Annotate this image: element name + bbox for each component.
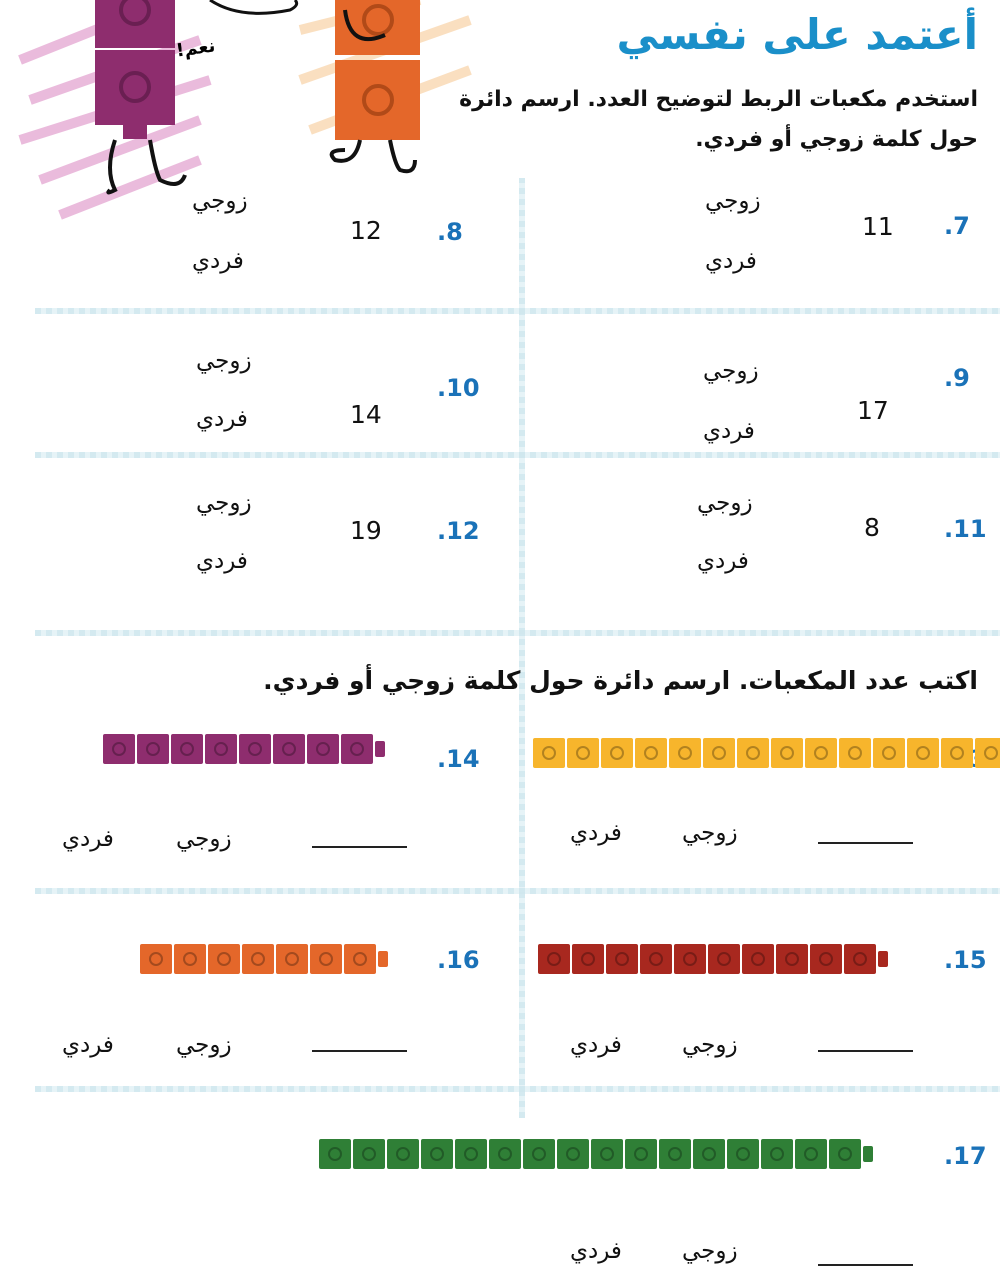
- cube-dot: [746, 746, 760, 760]
- cube-dot: [146, 742, 160, 756]
- cube-dot: [319, 952, 333, 966]
- row-divider: [35, 308, 1000, 314]
- cube-dot: [950, 746, 964, 760]
- connecting-cube: [533, 738, 565, 768]
- connecting-cube: [844, 944, 876, 974]
- option-odd[interactable]: فردي: [703, 418, 755, 444]
- option-odd[interactable]: فردي: [570, 820, 622, 846]
- answer-line[interactable]: [312, 846, 407, 848]
- connecting-cube: [205, 734, 237, 764]
- connecting-cube: [737, 738, 769, 768]
- cube-train: [140, 944, 388, 974]
- cube-dot: [180, 742, 194, 756]
- option-odd[interactable]: فردي: [570, 1032, 622, 1058]
- option-odd[interactable]: فردي: [705, 248, 757, 274]
- connecting-cube: [795, 1139, 827, 1169]
- option-even[interactable]: زوجي: [682, 1032, 738, 1058]
- option-odd[interactable]: فردي: [62, 826, 114, 852]
- cube-dot: [683, 952, 697, 966]
- cube-dot: [285, 952, 299, 966]
- cube-connector: [378, 951, 388, 967]
- cube-dot: [649, 952, 663, 966]
- cube-dot: [532, 1147, 546, 1161]
- cube-connector: [863, 1146, 873, 1162]
- cube-dot: [736, 1147, 750, 1161]
- cube-dot: [600, 1147, 614, 1161]
- connecting-cube: [239, 734, 271, 764]
- option-odd[interactable]: فردي: [697, 548, 749, 574]
- cube-dot: [838, 1147, 852, 1161]
- cube-dot: [751, 952, 765, 966]
- connecting-cube: [572, 944, 604, 974]
- connecting-cube: [319, 1139, 351, 1169]
- cube-connector: [878, 951, 888, 967]
- cube-dot: [547, 952, 561, 966]
- connecting-cube: [140, 944, 172, 974]
- connecting-cube: [387, 1139, 419, 1169]
- question-number: .12: [437, 517, 480, 545]
- connecting-cube: [873, 738, 905, 768]
- connecting-cube: [103, 734, 135, 764]
- cube-train: [103, 734, 385, 764]
- question-number: .14: [437, 745, 480, 773]
- cube-dot: [350, 742, 364, 756]
- cube-dot: [819, 952, 833, 966]
- connecting-cube: [557, 1139, 589, 1169]
- cube-dot: [984, 746, 998, 760]
- connecting-cube: [174, 944, 206, 974]
- connecting-cube: [455, 1139, 487, 1169]
- cube-dot: [848, 746, 862, 760]
- page-title: أعتمد على نفسي: [616, 10, 978, 59]
- cube-dot: [464, 1147, 478, 1161]
- question-number: .7: [944, 212, 970, 240]
- connecting-cube: [727, 1139, 759, 1169]
- cube-dot: [328, 1147, 342, 1161]
- connecting-cube: [353, 1139, 385, 1169]
- connecting-cube: [341, 734, 373, 764]
- cube-dot: [353, 952, 367, 966]
- cube-dot: [282, 742, 296, 756]
- row-divider: [35, 1086, 1000, 1092]
- connecting-cube: [659, 1139, 691, 1169]
- option-even[interactable]: زوجي: [176, 1032, 232, 1058]
- question-value: 17: [857, 396, 889, 425]
- option-even[interactable]: زوجي: [682, 1238, 738, 1264]
- cube-dot: [576, 746, 590, 760]
- cube-dot: [542, 746, 556, 760]
- question-number: .10: [437, 374, 480, 402]
- question-number: .16: [437, 946, 480, 974]
- question-value: 8: [864, 513, 880, 542]
- row-divider: [35, 630, 1000, 636]
- option-even[interactable]: زوجي: [682, 820, 738, 846]
- connecting-cube: [776, 944, 808, 974]
- connecting-cube: [693, 1139, 725, 1169]
- question-value: 11: [862, 212, 894, 241]
- cube-dot: [634, 1147, 648, 1161]
- connecting-cube: [567, 738, 599, 768]
- connecting-cube: [421, 1139, 453, 1169]
- connecting-cube: [137, 734, 169, 764]
- connecting-cube: [601, 738, 633, 768]
- connecting-cube: [276, 944, 308, 974]
- connecting-cube: [538, 944, 570, 974]
- connecting-cube: [635, 738, 667, 768]
- cube-dot: [712, 746, 726, 760]
- answer-line[interactable]: [818, 1050, 913, 1052]
- option-odd[interactable]: فردي: [196, 406, 248, 432]
- option-even[interactable]: زوجي: [705, 188, 761, 214]
- cube-dot: [702, 1147, 716, 1161]
- instruction-part1: استخدم مكعبات الربط لتوضيح العدد. ارسم دائرة حول كلمة زوجي أو فردي.: [459, 87, 978, 152]
- cube-dot: [770, 1147, 784, 1161]
- question-number: .11: [944, 515, 987, 543]
- cube-dot: [112, 742, 126, 756]
- option-even[interactable]: زوجي: [192, 188, 248, 214]
- connecting-cube: [273, 734, 305, 764]
- connecting-cube: [771, 738, 803, 768]
- connecting-cube: [171, 734, 203, 764]
- cube-dot: [785, 952, 799, 966]
- connecting-cube: [742, 944, 774, 974]
- cube-train: [533, 738, 1000, 768]
- connecting-cube: [310, 944, 342, 974]
- cube-dot: [214, 742, 228, 756]
- option-odd[interactable]: فردي: [192, 248, 244, 274]
- connecting-cube: [669, 738, 701, 768]
- connecting-cube: [805, 738, 837, 768]
- connecting-cube: [625, 1139, 657, 1169]
- answer-line[interactable]: [818, 842, 913, 844]
- connecting-cube: [591, 1139, 623, 1169]
- connecting-cube: [523, 1139, 555, 1169]
- connecting-cube: [208, 944, 240, 974]
- cube-dot: [566, 1147, 580, 1161]
- cube-dot: [217, 952, 231, 966]
- cube-dot: [916, 746, 930, 760]
- connecting-cube: [708, 944, 740, 974]
- connecting-cube: [975, 738, 1000, 768]
- cube-dot: [882, 746, 896, 760]
- cube-dot: [610, 746, 624, 760]
- question-value: 14: [350, 400, 382, 429]
- cube-dot: [498, 1147, 512, 1161]
- option-odd[interactable]: فردي: [62, 1032, 114, 1058]
- option-even[interactable]: زوجي: [697, 490, 753, 516]
- option-even[interactable]: زوجي: [176, 826, 232, 852]
- connecting-cube: [829, 1139, 861, 1169]
- question-number: .8: [437, 218, 463, 246]
- cube-dot: [316, 742, 330, 756]
- cube-train: [538, 944, 888, 974]
- connecting-cube: [307, 734, 339, 764]
- cube-dot: [668, 1147, 682, 1161]
- cube-dot: [183, 952, 197, 966]
- connecting-cube: [761, 1139, 793, 1169]
- connecting-cube: [810, 944, 842, 974]
- vertical-divider: [519, 178, 525, 1118]
- cube-dot: [615, 952, 629, 966]
- option-even[interactable]: زوجي: [196, 490, 252, 516]
- connecting-cube: [941, 738, 973, 768]
- cube-dot: [644, 746, 658, 760]
- question-value: 12: [350, 216, 382, 245]
- question-number: .9: [944, 364, 970, 392]
- question-number: .17: [944, 1142, 987, 1170]
- cube-dot: [396, 1147, 410, 1161]
- cube-dot: [804, 1147, 818, 1161]
- question-number: .15: [944, 946, 987, 974]
- cube-dot: [251, 952, 265, 966]
- cube-dot: [814, 746, 828, 760]
- speech-text: نعم!: [174, 35, 217, 62]
- cube-dot: [853, 952, 867, 966]
- cube-dot: [248, 742, 262, 756]
- cube-connector: [375, 741, 385, 757]
- connecting-cube: [674, 944, 706, 974]
- cube-dot: [678, 746, 692, 760]
- row-divider: [35, 452, 1000, 458]
- connecting-cube: [839, 738, 871, 768]
- answer-line[interactable]: [818, 1264, 913, 1266]
- cube-train: [319, 1139, 873, 1169]
- connecting-cube: [242, 944, 274, 974]
- connecting-cube: [344, 944, 376, 974]
- question-value: 19: [350, 516, 382, 545]
- option-even[interactable]: زوجي: [196, 348, 252, 374]
- option-odd[interactable]: فردي: [570, 1238, 622, 1264]
- connecting-cube: [489, 1139, 521, 1169]
- cube-dot: [780, 746, 794, 760]
- connecting-cube: [907, 738, 939, 768]
- cube-dot: [717, 952, 731, 966]
- cube-dot: [362, 1147, 376, 1161]
- instruction-part2: اكتب عدد المكعبات. ارسم دائرة حول كلمة زوجي أو فردي.: [263, 666, 978, 695]
- connecting-cube: [606, 944, 638, 974]
- connecting-cube: [703, 738, 735, 768]
- option-even[interactable]: زوجي: [703, 358, 759, 384]
- connecting-cube: [640, 944, 672, 974]
- cube-dot: [149, 952, 163, 966]
- answer-line[interactable]: [312, 1050, 407, 1052]
- cube-dot: [430, 1147, 444, 1161]
- row-divider: [35, 888, 1000, 894]
- cube-dot: [581, 952, 595, 966]
- option-odd[interactable]: فردي: [196, 548, 248, 574]
